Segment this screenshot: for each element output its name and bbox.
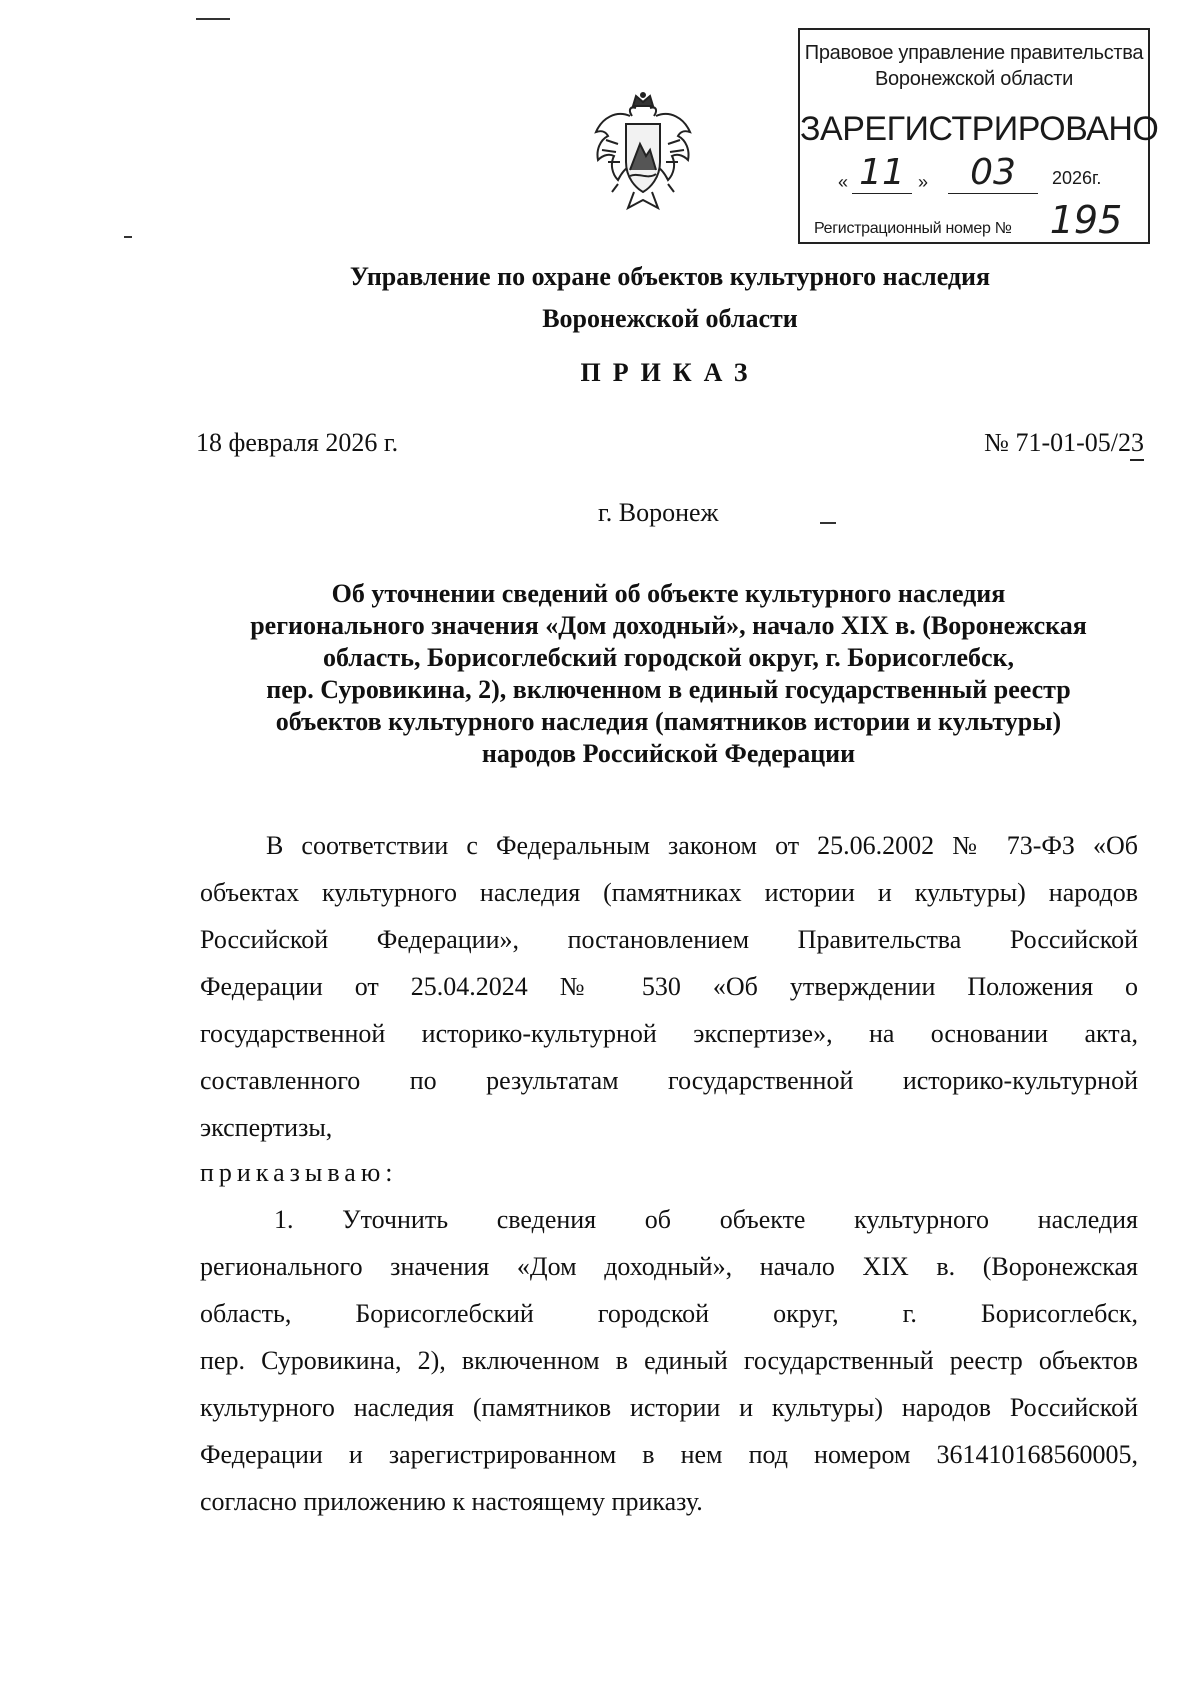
preamble-line: Федерации от 25.04.2024 № 530 «Об утверждении Положения о [200,972,1138,1001]
document-number-underline [1130,459,1144,461]
order-line: 1. Уточнить сведения об объекте культурного наследия [274,1205,1138,1234]
subject-line: народов Российской Федерации [481,739,856,768]
org-title-line2: Воронежской области [542,304,798,333]
subject-line: Об уточнении сведений об объекте культурного наследия [331,579,1006,608]
stamp-reg-number: 195 [1034,198,1138,243]
stamp-registered-label: ЗАРЕГИСТРИРОВАНО [800,110,1159,148]
preamble-line: государственной историко-культурной экспертизе», на основании акта, [200,1019,1138,1048]
subject-line: пер. Суровикина, 2), включенном в единый государственный реестр [266,675,1071,704]
order-line: пер. Суровикина, 2), включенном в единый государственный реестр объектов [200,1346,1138,1375]
registration-stamp [798,28,1159,244]
org-title-line1: Управление по охране объектов культурного наследия [349,262,991,291]
order-line: Федерации и зарегистрированном в нем под номером 361410168560005, [200,1440,1138,1469]
coat-of-arms-emblem [588,92,698,212]
stamp-org-line2: Воронежской области [875,68,1073,90]
document-date: 18 февраля 2026 г. [196,428,399,457]
stamp-year: 2026г. [1052,168,1102,188]
stamp-month: 03 [948,152,1038,194]
order-line: регионального значения «Дом доходный», начало XIX в. (Воронежская [200,1252,1138,1281]
subject-line: объектов культурного наследия (памятников истории и культуры) [275,707,1062,736]
order-item-1 [200,1196,1138,1525]
subject-line: регионального значения «Дом доходный», начало XIX в. (Воронежская [250,611,1087,640]
subject-line: область, Борисоглебский городской округ, г. Борисоглебск, [322,643,1015,672]
organization-title [100,256,1200,340]
stamp-quote-open: « [838,172,849,192]
preamble-line: составленного по результатам государственной историко-культурной [200,1066,1138,1095]
preamble-line: объектах культурного наследия (памятниках истории и культуры) народов [200,878,1138,907]
stamp-day: 11 [852,152,912,194]
stamp-org-line1: Правовое управление правительства [804,42,1144,64]
document-city: г. Воронеж [598,498,719,527]
stamp-date-row [830,152,1132,196]
scan-artifact-left [124,236,132,238]
stamp-quote-close: » [918,172,929,192]
preamble-paragraph [200,822,1138,1151]
document-number: № 71-01-05/23 [984,428,1144,457]
scan-artifact-city [820,522,836,524]
preamble-line: В соответствии с Федеральным законом от 25.06.2002 № 73-ФЗ «Об [266,831,1138,860]
decree-word: приказываю: [200,1158,398,1187]
order-line: область, Борисоглебский городской округ, г. Борисоглебск, [200,1299,1138,1328]
stamp-reg-label: Регистрационный номер № [814,220,1012,237]
order-line: согласно приложению к настоящему приказу. [200,1487,703,1516]
document-subject [196,578,1141,770]
document-type: ПРИКАЗ [580,358,760,387]
preamble-line: Российской Федерации», постановлением Правительства Российской [200,925,1138,954]
preamble-line: экспертизы, [200,1113,333,1142]
stamp-reg-row [814,198,1138,242]
scan-artifact-top-left [196,18,230,20]
order-line: культурного наследия (памятников истории и культуры) народов Российской [200,1393,1138,1422]
